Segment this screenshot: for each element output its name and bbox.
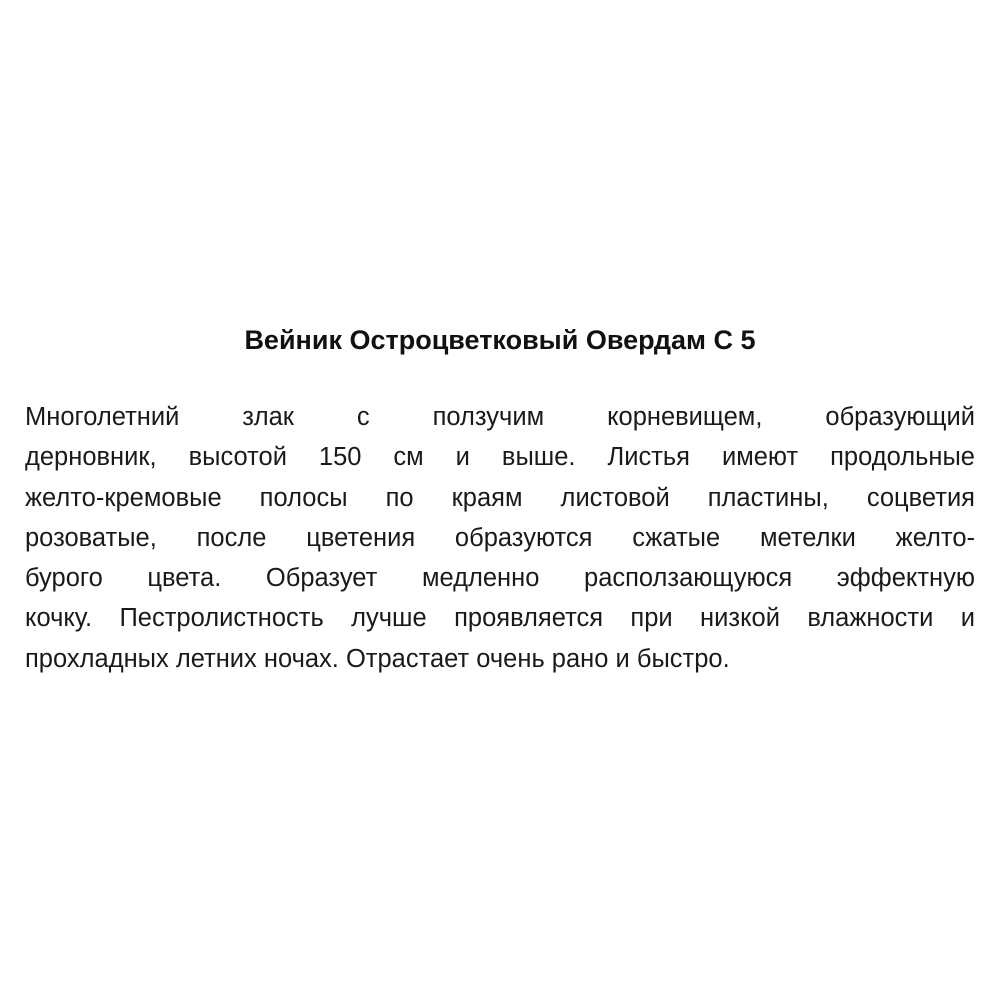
paragraph-line: розоватые, после цветения образуются сжатые метелки желто- <box>25 523 975 552</box>
description-paragraph <box>25 397 975 679</box>
paragraph-line: бурого цвета. Образует медленно расползающуюся эффектную <box>25 564 975 593</box>
paragraph-line: желто-кремовые полосы по краям листовой пластины, соцветия <box>25 483 975 512</box>
paragraph-line: дерновник, высотой 150 см и выше. Листья имеют продольные <box>25 443 975 472</box>
paragraph-line: кочку. Пестролистность лучше проявляется при низкой влажности и <box>25 604 975 633</box>
paragraph-line: Многолетний злак с ползучим корневищем, образующий <box>25 403 975 431</box>
document-title: Вейник Остроцветковый Овердам С 5 <box>244 325 756 355</box>
paragraph-line: прохладных летних ночах. Отрастает очень рано и быстро. <box>25 644 730 673</box>
